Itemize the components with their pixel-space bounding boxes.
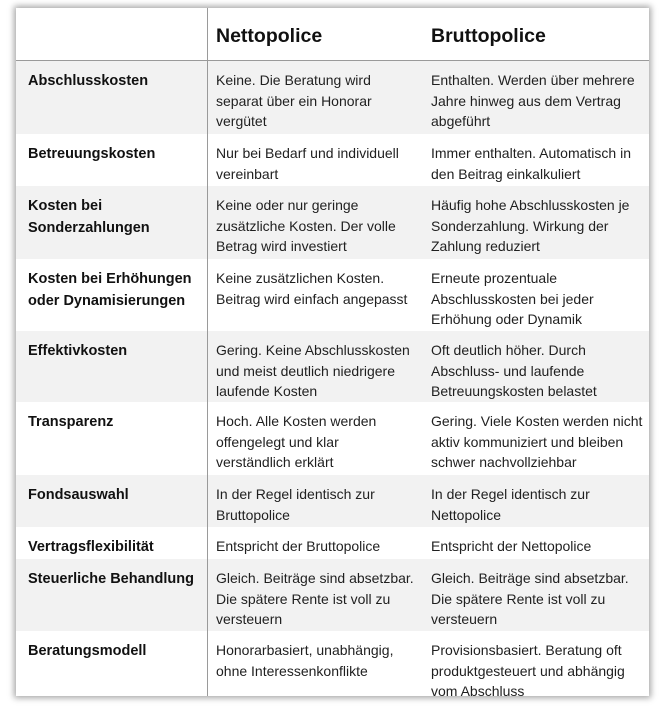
nettopolice-cell-line: Keine oder nur geringe: [216, 197, 359, 213]
row-label: [28, 536, 200, 558]
table-row: [16, 134, 649, 186]
bruttopolice-cell-line: produktgesteuert und abhängig: [431, 662, 625, 679]
bruttopolice-cell-line: Erhöhung oder Dynamik: [431, 311, 582, 327]
nettopolice-cell: [216, 268, 421, 309]
header-cell-nettopolice: Nettopolice: [216, 25, 323, 47]
nettopolice-cell: [216, 484, 421, 525]
bruttopolice-cell-line: Abschluss- und laufende: [431, 362, 585, 379]
nettopolice-cell-line: zusätzliche Kosten. Der volle: [216, 217, 396, 234]
nettopolice-cell-line: versteuern: [216, 611, 283, 627]
bruttopolice-cell: [431, 484, 645, 525]
nettopolice-cell-line: Die spätere Rente ist voll zu: [216, 590, 391, 607]
row-label-line: Sonderzahlungen: [28, 220, 150, 236]
column-divider: [207, 8, 208, 696]
nettopolice-cell-line: offengelegt und klar: [216, 433, 339, 450]
row-label-line: Steuerliche Behandlung: [28, 571, 194, 587]
nettopolice-cell-line: verständlich erklärt: [216, 454, 334, 470]
bruttopolice-cell-line: Gering. Viele Kosten werden nicht: [431, 413, 643, 429]
table-row: [16, 631, 649, 699]
bruttopolice-cell-line: Zahlung reduziert: [431, 238, 540, 254]
row-label-line: Kosten bei Erhöhungen: [28, 271, 192, 287]
bruttopolice-cell-line: aktiv kommuniziert und bleiben: [431, 433, 624, 450]
bruttopolice-cell-line: In der Regel identisch zur: [431, 486, 590, 502]
nettopolice-cell-line: Nur bei Bedarf und individuell: [216, 145, 399, 161]
table-row: [16, 527, 649, 559]
nettopolice-cell: [216, 70, 421, 132]
nettopolice-cell: [216, 195, 421, 257]
nettopolice-cell-line: vereinbart: [216, 165, 279, 182]
nettopolice-cell-line: separat über ein Honorar: [216, 92, 372, 109]
table-header-row: [16, 8, 649, 60]
bruttopolice-cell-line: Sonderzahlung. Wirkung der: [431, 217, 609, 234]
bruttopolice-cell-line: Entspricht der Nettopolice: [431, 538, 592, 554]
bruttopolice-cell-line: Betreuungskosten belastet: [431, 383, 597, 399]
nettopolice-cell-line: Honorarbasiert, unabhängig,: [216, 642, 394, 658]
bruttopolice-cell-line: abgeführt: [431, 113, 491, 129]
row-label: [28, 484, 200, 506]
bruttopolice-cell-line: Abschlusskosten bei jeder: [431, 290, 594, 307]
comparison-table: [16, 8, 649, 699]
row-label-line: Fondsauswahl: [28, 487, 129, 503]
row-label-line: Abschlusskosten: [28, 73, 149, 89]
bruttopolice-cell-line: Jahre hinweg aus dem Vertrag: [431, 92, 621, 109]
nettopolice-cell-line: Betrag wird investiert: [216, 238, 347, 254]
bruttopolice-cell-line: Nettopolice: [431, 506, 502, 523]
bruttopolice-cell-line: versteuern: [431, 611, 498, 627]
bruttopolice-cell-line: vom Abschluss: [431, 683, 525, 699]
table-row: [16, 402, 649, 475]
nettopolice-cell-line: Bruttopolice: [216, 506, 290, 523]
bruttopolice-cell: [431, 70, 645, 132]
bruttopolice-cell: [431, 411, 645, 473]
nettopolice-cell-line: Entspricht der Bruttopolice: [216, 538, 381, 554]
nettopolice-cell-line: Gering. Keine Abschlusskosten: [216, 342, 410, 358]
bruttopolice-cell-line: Die spätere Rente ist voll zu: [431, 590, 606, 607]
row-label-line: oder Dynamisierungen: [28, 293, 186, 309]
bruttopolice-cell-line: Häufig hohe Abschlusskosten je: [431, 197, 630, 213]
nettopolice-cell: [216, 340, 421, 402]
nettopolice-cell: [216, 411, 421, 473]
table-row: [16, 475, 649, 527]
row-label: [28, 640, 200, 662]
table-row: [16, 259, 649, 331]
row-label-line: Vertragsflexibilität: [28, 539, 154, 555]
table-row: [16, 186, 649, 259]
row-label-line: Effektivkosten: [28, 343, 128, 359]
row-label: [28, 70, 200, 92]
nettopolice-cell-line: Keine. Die Beratung wird: [216, 72, 371, 88]
nettopolice-cell-line: In der Regel identisch zur: [216, 486, 375, 502]
bruttopolice-cell-line: Oft deutlich höher. Durch: [431, 342, 586, 358]
nettopolice-cell: [216, 143, 421, 184]
bruttopolice-cell: [431, 143, 645, 184]
bruttopolice-cell-line: den Beitrag einkalkuliert: [431, 165, 581, 182]
table-row: [16, 331, 649, 402]
bruttopolice-cell: [431, 640, 645, 702]
bruttopolice-cell-line: Provisionsbasiert. Beratung oft: [431, 642, 622, 658]
nettopolice-cell: [216, 568, 421, 630]
bruttopolice-cell-line: Gleich. Beiträge sind absetzbar.: [431, 570, 629, 586]
bruttopolice-cell-line: Immer enthalten. Automatisch in: [431, 145, 631, 161]
bruttopolice-cell-line: schwer nachvollziehbar: [431, 454, 577, 470]
row-label: [28, 195, 200, 239]
nettopolice-cell-line: laufende Kosten: [216, 383, 318, 399]
row-label: [28, 340, 200, 362]
row-label-line: Betreuungskosten: [28, 146, 156, 162]
bruttopolice-cell: [431, 536, 645, 557]
row-label: [28, 568, 200, 590]
bruttopolice-cell-line: Erneute prozentuale: [431, 270, 558, 286]
bruttopolice-cell: [431, 195, 645, 257]
nettopolice-cell: [216, 640, 421, 681]
table-row: [16, 61, 649, 134]
row-label: [28, 268, 200, 312]
nettopolice-cell-line: vergütet: [216, 113, 267, 129]
row-label-line: Kosten bei: [28, 198, 103, 214]
nettopolice-cell-line: Gleich. Beiträge sind absetzbar.: [216, 570, 414, 586]
row-label-line: Transparenz: [28, 414, 114, 430]
row-label: [28, 411, 200, 433]
nettopolice-cell-line: Beitrag wird einfach angepasst: [216, 290, 408, 307]
header-cell-bruttopolice: Bruttopolice: [431, 25, 546, 47]
nettopolice-cell: [216, 536, 421, 557]
nettopolice-cell-line: und meist deutlich niedrigere: [216, 362, 395, 379]
table-row: [16, 559, 649, 631]
nettopolice-cell-line: Hoch. Alle Kosten werden: [216, 413, 377, 429]
nettopolice-cell-line: ohne Interessenkonflikte: [216, 662, 368, 679]
row-label: [28, 143, 200, 165]
bruttopolice-cell-line: Enthalten. Werden über mehrere: [431, 72, 635, 88]
nettopolice-cell-line: Keine zusätzlichen Kosten.: [216, 270, 385, 286]
bruttopolice-cell: [431, 340, 645, 402]
bruttopolice-cell: [431, 568, 645, 630]
bruttopolice-cell: [431, 268, 645, 330]
row-label-line: Beratungsmodell: [28, 643, 147, 659]
